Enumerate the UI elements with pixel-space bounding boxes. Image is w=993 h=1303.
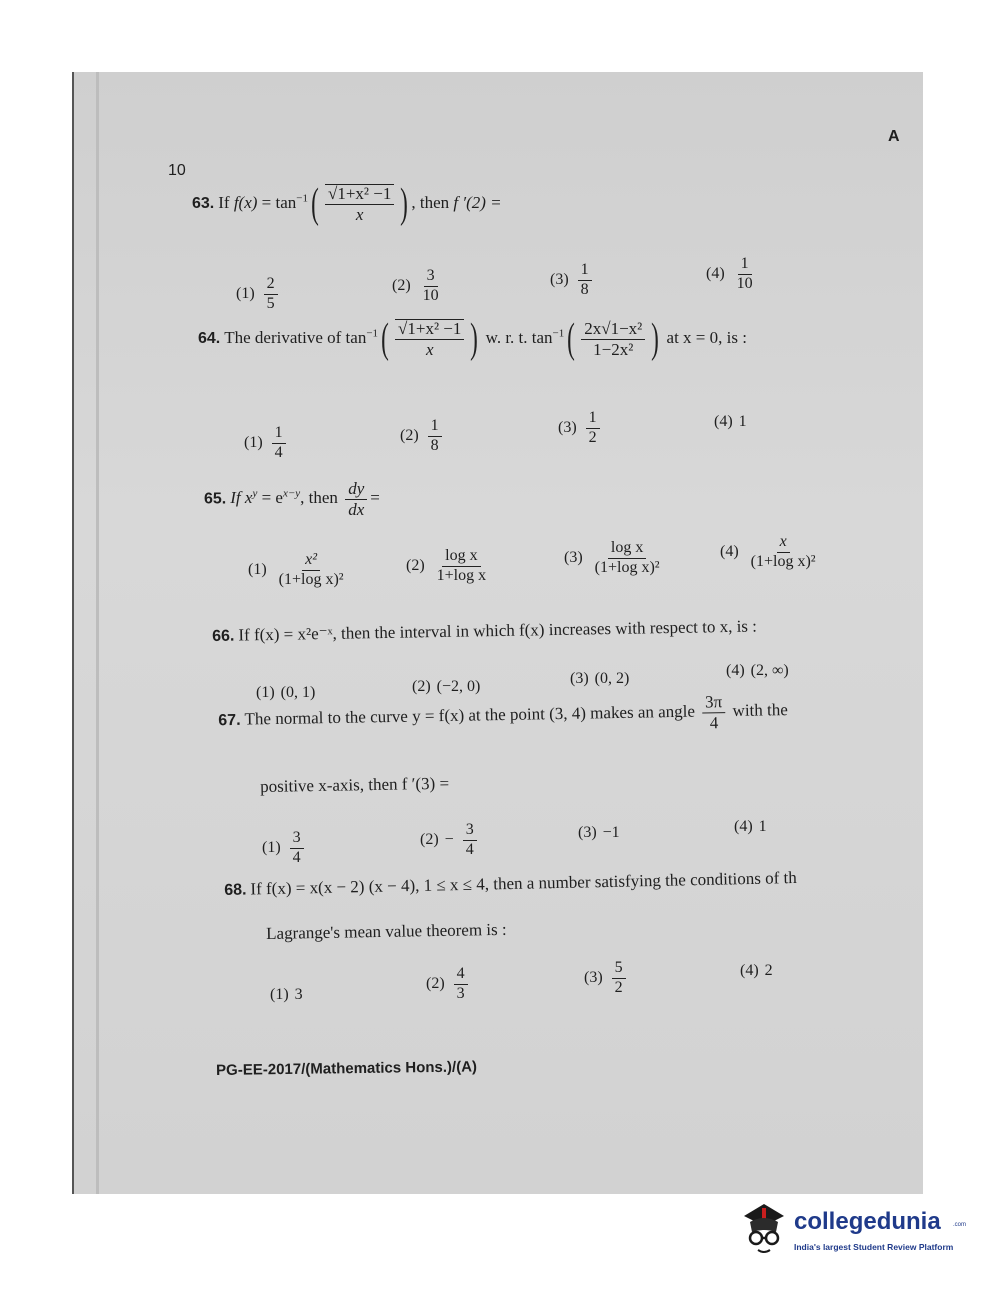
logo-tagline: India's largest Student Review Platform: [794, 1242, 954, 1252]
option-67-4[interactable]: (4) 1: [734, 818, 767, 835]
option-68-4[interactable]: (4) 2: [740, 962, 773, 979]
option-63-1[interactable]: (1) $\frac{2}{5}$: [236, 276, 281, 313]
question-number: 65.: [204, 490, 227, 508]
question-text: The derivative of $\tan^{-1}$( $\frac{\text{√1+x² −1}}{x}$ ) w. r. t. $\tan^{-1}$( $\frac{\text{2x√1−x²}}{\text{1−2x²}}$ ) at x = 0, is :: [224, 316, 747, 362]
question-number: 63.: [192, 194, 215, 212]
collegedunia-logo: [736, 1198, 967, 1258]
question-text: If $f(x) = \tan^{-1}$( $\frac{\text{√1+x² −1}}{x}$ ) , then f ′(2) =: [218, 181, 502, 227]
question-68-line2: Lagrange's mean value theorem is :: [266, 919, 507, 943]
question-number: 64.: [198, 329, 221, 347]
question-64: [198, 318, 747, 360]
option-66-3[interactable]: (3) (0, 2): [570, 670, 630, 687]
student-mascot-icon: [736, 1198, 792, 1254]
question-65: [204, 480, 380, 519]
option-67-2[interactable]: (2) − $\frac{3}{4}$: [420, 822, 480, 859]
option-65-2[interactable]: (2) $\frac{\text{log x}}{\text{1+log x}}$: [406, 547, 487, 584]
option-64-1[interactable]: (1) $\frac{1}{4}$: [244, 425, 289, 462]
option-64-3[interactable]: (3) $\frac{1}{2}$: [558, 410, 603, 447]
option-64-2[interactable]: (2) $\frac{1}{8}$: [400, 418, 445, 455]
question-number: 68.: [224, 881, 247, 899]
question-63: [192, 183, 502, 225]
option-67-3[interactable]: (3) −1: [578, 824, 620, 841]
option-67-1[interactable]: (1) $\frac{3}{4}$: [262, 830, 307, 867]
page-number: 10: [168, 162, 186, 179]
question-text: The normal to the curve y = f(x) at the point (3, 4) makes an angle $\frac{3\pi}{4}$ with the: [244, 692, 788, 733]
question-number: 66.: [212, 627, 235, 645]
page-edge-shadow: [96, 72, 99, 1194]
option-65-3[interactable]: (3) $\frac{\text{log x}}{\text{(1+log x)²}}$: [564, 539, 660, 576]
paper-code: PG-EE-2017/(Mathematics Hons.)/(A): [216, 1058, 478, 1079]
logo-wordmark: collegedunia: [794, 1208, 941, 1235]
option-63-4[interactable]: (4) $\frac{1}{10}$: [706, 255, 753, 292]
option-65-1[interactable]: (1) $\frac{\text{x²}}{\text{(1+log x)²}}$: [248, 551, 344, 588]
option-63-3[interactable]: (3) $\frac{1}{8}$: [550, 262, 595, 299]
option-68-1[interactable]: (1) 3: [270, 986, 303, 1003]
option-68-2[interactable]: (2) $\frac{4}{3}$: [426, 966, 471, 1003]
option-64-4[interactable]: (4) 1: [714, 413, 747, 430]
question-text: If f(x) = x²e⁻ˣ, then the interval in which f(x) increases with respect to x, is :: [238, 616, 758, 645]
option-66-2[interactable]: (2) (−2, 0): [412, 678, 481, 695]
question-number: 67.: [218, 711, 241, 730]
option-66-4[interactable]: (4) (2, ∞): [726, 662, 789, 679]
set-label: A: [888, 128, 900, 145]
question-67-line2: positive x-axis, then f ′(3) =: [260, 773, 450, 796]
question-text: If $x^y = e^{x-y}$, then $\frac{dy}{dx}$ =: [230, 479, 380, 519]
option-65-4[interactable]: (4) $\frac{x}{\text{(1+log x)²}}$: [720, 533, 816, 570]
logo-domain: .com: [953, 1222, 967, 1228]
option-63-2[interactable]: (2) $\frac{3}{10}$: [392, 267, 439, 304]
option-68-3[interactable]: (3) $\frac{5}{2}$: [584, 960, 629, 997]
option-66-1[interactable]: (1) (0, 1): [256, 684, 316, 701]
question-text: If f(x) = x(x − 2) (x − 4), 1 ≤ x ≤ 4, then a number satisfying the conditions of th: [250, 868, 797, 899]
